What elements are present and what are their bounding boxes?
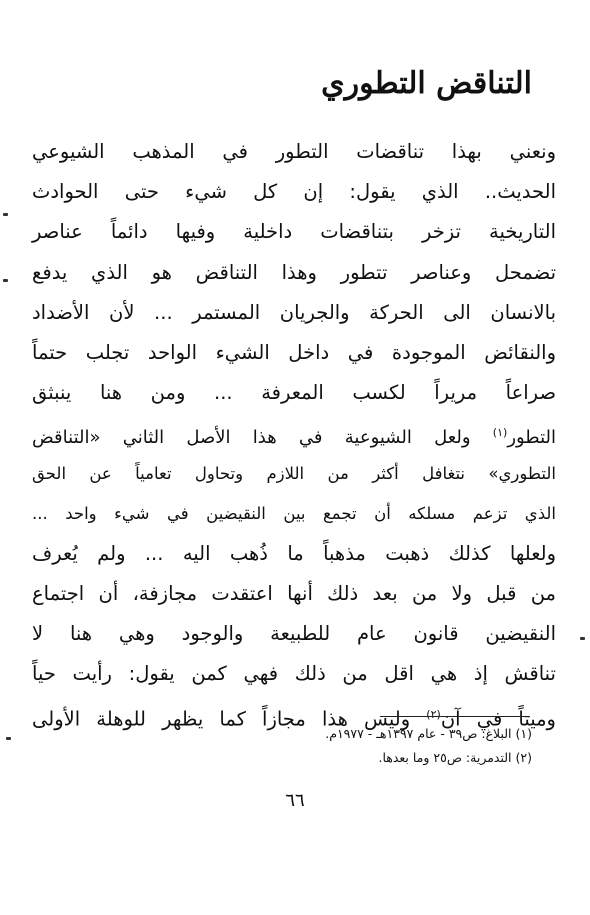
- text-segment: التطور: [507, 427, 556, 449]
- text-line: التاريخية تزخر بتناقضات داخلية وفيها دائماً عناصر: [32, 220, 556, 244]
- text-line: تناقش إذ هي اقل من ذلك فهي كمن يقول: رأيت حياً: [32, 662, 556, 686]
- text-line: من قبل ولا من بعد ذلك أنها اعتقدت مجازفة، أن اجتماع: [32, 582, 556, 606]
- text-line: بالانسان الى الحركة والجريان المستمر ... لأن الأضداد: [32, 300, 556, 324]
- footnote-item: (١) البلاغ: ص٣٩ - عام ١٣٩٧هـ - ١٩٧٧م.: [325, 726, 532, 741]
- footnote-divider: [380, 716, 530, 717]
- footnote-item: (٢) التدمرية: ص٢٥ وما بعدها.: [378, 750, 532, 765]
- text-line: صراعاً مريراً لكسب المعرفة ... ومن هنا ينبثق: [32, 381, 556, 405]
- text-segment: وليس هذا مجازاً كما يظهر للوهلة الأولى: [32, 707, 427, 731]
- text-line: والنقائض الموجودة في داخل الشيء الواحد تجلب حتماً: [32, 340, 556, 364]
- text-line: ولعلها كذلك ذهبت مذهباً ما ذُهب اليه ... ولم يُعرف: [32, 541, 556, 565]
- text-line: [32, 413, 556, 453]
- scan-speck: [3, 213, 8, 216]
- scan-speck: [580, 637, 585, 640]
- scan-speck: [6, 737, 11, 740]
- footnote-ref: (١): [492, 426, 508, 440]
- footnotes: [132, 722, 532, 770]
- text-line: الحديث.. الذي يقول: إن كل شيء حتى الحوادث: [32, 180, 556, 204]
- text-line: النقيضين قانون عام للطبيعة والوجود وهي هنا لا: [32, 622, 556, 646]
- footnote-ref: (٢): [426, 707, 441, 721]
- body-text: [32, 132, 556, 735]
- text-segment: ولعل الشيوعية في هذا الأصل الثاني «التناقض: [32, 427, 493, 449]
- text-line: ونعني بهذا تناقضات التطور في المذهب الشيوعي: [32, 140, 556, 163]
- text-segment: وميتاً في آن: [440, 707, 556, 731]
- scan-speck: [3, 279, 8, 282]
- page-number: ٦٦: [285, 790, 305, 811]
- text-line: تضمحل وعناصر تتطور وهذا التناقض هو الذي يدفع: [32, 260, 556, 284]
- text-line: التطوري» نتغافل أكثر من اللازم وتحاول تعامياً عن الحق: [32, 463, 556, 483]
- chapter-heading: التناقض التطوري: [321, 66, 532, 101]
- text-line: الذي تزعم مسلكه أن تجمع بين النقيضين في شيء واحد ...: [32, 503, 556, 523]
